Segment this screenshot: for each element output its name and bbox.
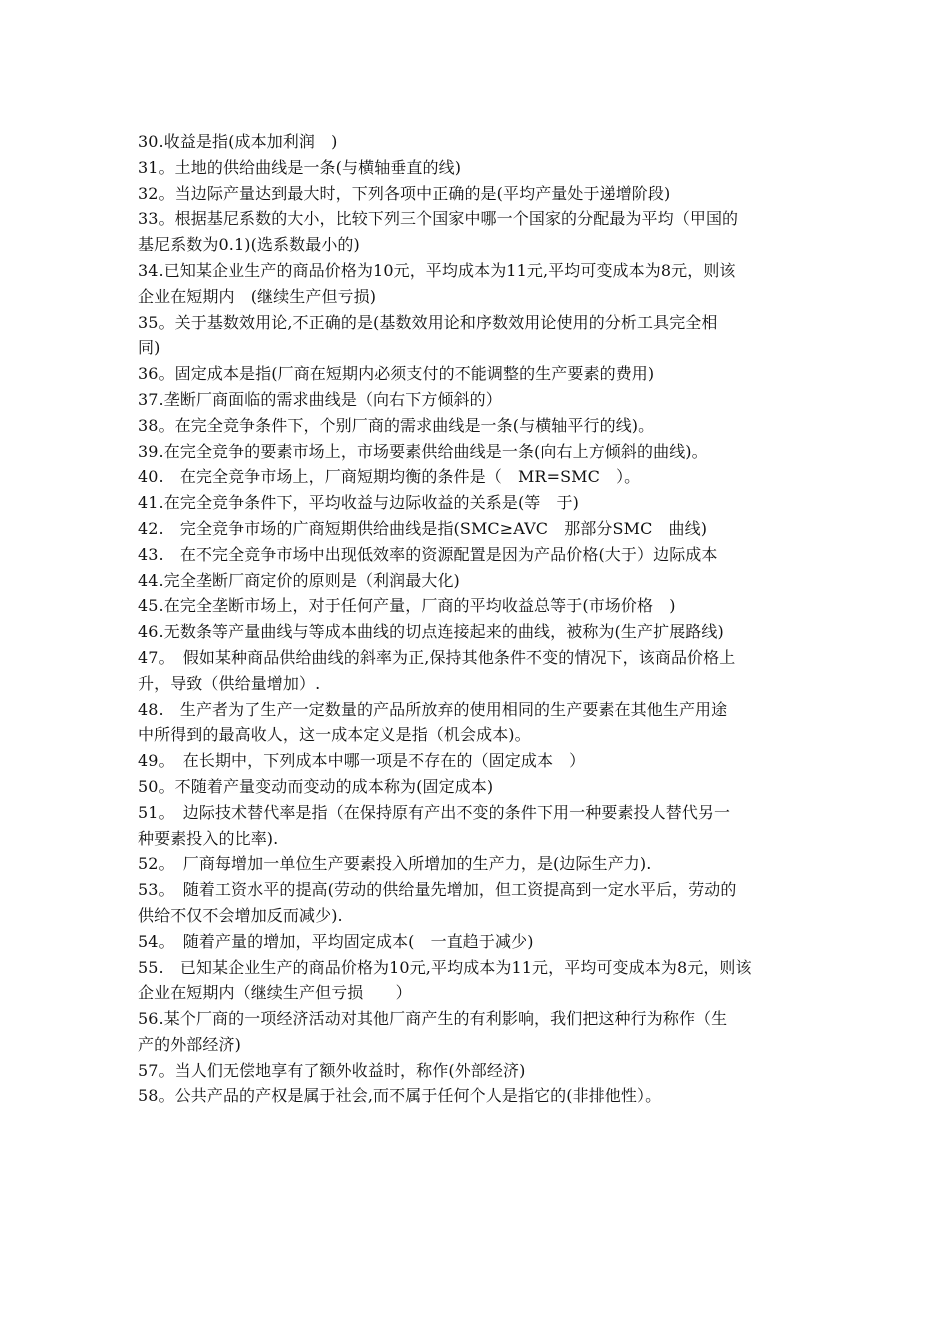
text-line: 57。当人们无偿地享有了额外收益时，称作(外部经济) — [138, 1060, 526, 1080]
text-line: 45.在完全垄断市场上，对于任何产量，厂商的平均收益总等于(市场价格 ) — [138, 596, 676, 616]
text-line: 52。 厂商每增加一单位生产要素投入所增加的生产力，是(边际生产力). — [138, 854, 652, 874]
text-line: 33。根据基尼系数的大小，比较下列三个国家中哪一个国家的分配最为平均（甲国的 — [138, 209, 739, 229]
text-line: 34.已知某企业生产的商品价格为10元，平均成本为11元,平均可变成本为8元，则该 — [138, 260, 736, 280]
text-line: 42. 完全竞争市场的广商短期供给曲线是指(SMC≥AVC 那部分SMC 曲线) — [138, 518, 708, 538]
text-line: 48. 生产者为了生产一定数量的产品所放弃的使用相同的生产要素在其他生产用途 — [138, 699, 728, 719]
document-body — [138, 129, 838, 1109]
text-line: 升，导致（供给量增加）. — [138, 673, 321, 693]
text-line: 41.在完全竞争条件下，平均收益与边际收益的关系是(等 于) — [138, 493, 579, 513]
text-line: 56.某个厂商的一项经济活动对其他厂商产生的有利影响，我们把这种行为称作（生 — [138, 1009, 728, 1029]
text-line: 基尼系数为0.1)(选系数最小的) — [138, 235, 360, 255]
text-line: 产的外部经济) — [138, 1034, 241, 1054]
text-line: 50。不随着产量变动而变动的成本称为(固定成本) — [138, 776, 494, 796]
text-line: 企业在短期内（继续生产但亏损 ） — [138, 983, 412, 1003]
text-line: 51。 边际技术替代率是指（在保持原有产出不变的条件下用一种要素投人替代另一 — [138, 802, 731, 822]
text-line: 36。固定成本是指(厂商在短期内必须支付的不能调整的生产要素的费用) — [138, 364, 655, 384]
text-line: 55. 已知某企业生产的商品价格为10元,平均成本为11元，平均可变成本为8元，则该 — [138, 957, 752, 977]
text-line: 43. 在不完全竞争市场中出现低效率的资源配置是因为产品价格(大于）边际成本 — [138, 544, 718, 564]
text-line: 31。土地的供给曲线是一条(与横轴垂直的线) — [138, 157, 462, 177]
text-line: 46.无数条等产量曲线与等成本曲线的切点连接起来的曲线，被称为(生产扩展路线) — [138, 622, 724, 642]
text-line: 38。在完全竞争条件下，个别厂商的需求曲线是一条(与横轴平行的线)。 — [138, 415, 655, 435]
text-line: 39.在完全竞争的要素市场上，市场要素供给曲线是一条(向右上方倾斜的曲线)。 — [138, 441, 708, 461]
text-line: 37.垄断厂商面临的需求曲线是（向右下方倾斜的） — [138, 389, 502, 409]
text-line: 35。关于基数效用论,不正确的是(基数效用论和序数效用论使用的分析工具完全相 — [138, 312, 718, 332]
text-line: 32。当边际产量达到最大时，下列各项中正确的是(平均产量处于递增阶段) — [138, 183, 671, 203]
text-line: 企业在短期内 (继续生产但亏损) — [138, 286, 377, 306]
text-line: 中所得到的最高收人，这一成本定义是指（机会成本)。 — [138, 725, 531, 745]
text-line: 58。公共产品的产权是属于社会,而不属于任何个人是指它的(非排他性）。 — [138, 1086, 662, 1106]
text-line: 种要素投入的比率). — [138, 828, 279, 848]
text-line: 47。 假如某种商品供给曲线的斜率为正,保持其他条件不变的情况下，该商品价格上 — [138, 647, 736, 667]
text-line: 40. 在完全竞争市场上，厂商短期均衡的条件是（ MR=SMC ）。 — [138, 467, 641, 487]
text-line: 53。 随着工资水平的提高(劳动的供给量先增加，但工资提高到一定水平后，劳动的 — [138, 880, 737, 900]
text-line: 30.收益是指(成本加利润 ) — [138, 132, 338, 151]
text-line: 同) — [138, 338, 161, 358]
text-line: 供给不仅不会增加反而减少). — [138, 905, 343, 925]
text-line: 44.完全垄断厂商定价的原则是（利润最大化) — [138, 570, 460, 590]
text-line: 49。 在长期中，下列成本中哪一项是不存在的（固定成本 ） — [138, 751, 586, 771]
text-line: 54。 随着产量的增加，平均固定成本( 一直趋于减少) — [138, 931, 534, 951]
